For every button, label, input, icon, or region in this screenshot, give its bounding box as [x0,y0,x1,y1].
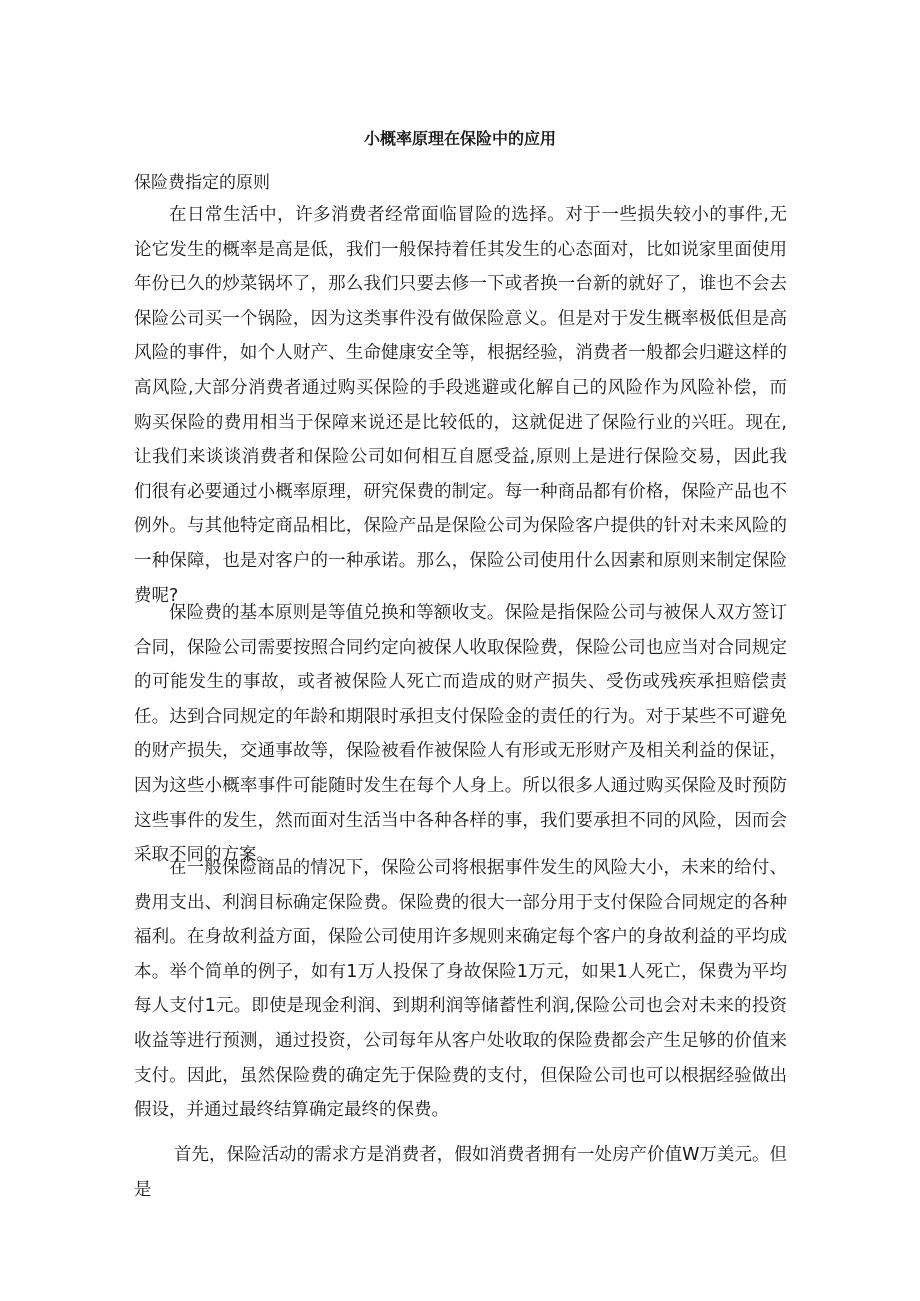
paragraph-4: 首先，保险活动的需求方是消费者，假如消费者拥有一处房产价值W万美元。但是 [134,1145,787,1200]
section-heading: 保险费指定的原则 [134,173,270,193]
paragraph-1: 在日常生活中，许多消费者经常面临冒险的选择。对于一些损失较小的事件,无论它发生的概率是高是低，我们一般保持着任其发生的心态面对，比如说家里面使用年份已久的炒菜锅坏了，那么我们只要去修一下或者换一台新的就好了，谁也不会去保险公司买一个锅险，因为这类事件没有做保险意义。但是对于发生概率极低但是高风险的事件，如个人财产、生命健康安全等，根据经验，消费者一般都会归避这样的高风险,大部分消费者通过购买保险的手段逃避或化解自己的风险作为风险补偿，而购买保险的费用相当于保障来说还是比较低的，这就促进了保险行业的兴旺。现在,让我们来谈谈消费者和保险公司如何相互自愿受益,原则上是进行保险交易，因此我们很有必要通过小概率原理，研究保费的制定。每一种商品都有价格，保险产品也不例外。与其他特定商品相比，保险产品是保险公司为保险客户提供的针对未来风险的一种保障，也是对客户的一种承诺。那么，保险公司使用什么因素和原则来制定保险费呢? [134,205,787,606]
document-title: 小概率原理在保险中的应用 [363,129,556,148]
paragraph-3: 在一般保险商品的情况下，保险公司将根据事件发生的风险大小，未来的给付、费用支出、利润目标确定保险费。保险费的很大一部分用于支付保险合同规定的各种福利。在身故利益方面，保险公司使用许多规则来确定每个客户的身故利益的平均成本。举个简单的例子，如有1万人投保了身故保险1万元，如果1人死亡，保费为平均每人支付1元。即使是现金利润、到期利润等储蓄性利润,保险公司也会对未来的投资收益等进行预测，通过投资，公司每年从客户处收取的保险费都会产生足够的价值来支付。因此，虽然保险费的确定先于保险费的支付，但保险公司也可以根据经验做出假设，并通过最终结算确定最终的保费。 [134,858,787,1121]
paragraph-2: 保险费的基本原则是等值兑换和等额收支。保险是指保险公司与被保人双方签订合同，保险公司需要按照合同约定向被保人收取保险费，保险公司也应当对合同规定的可能发生的事故，或者被保险人死亡而造成的财产损失、受伤或残疾承担赔偿责任。达到合同规定的年龄和期限时承担支付保险金的责任的行为。对于某些不可避免的财产损失，交通事故等，保险被看作被保险人有形或无形财产及相关利益的保证，因为这些小概率事件可能随时发生在每个人身上。所以很多人通过购买保险及时预防这些事件的发生，然而面对生活当中各种各样的事，我们要承担不同的风险，因而会采取不同的方案。 [134,603,787,866]
